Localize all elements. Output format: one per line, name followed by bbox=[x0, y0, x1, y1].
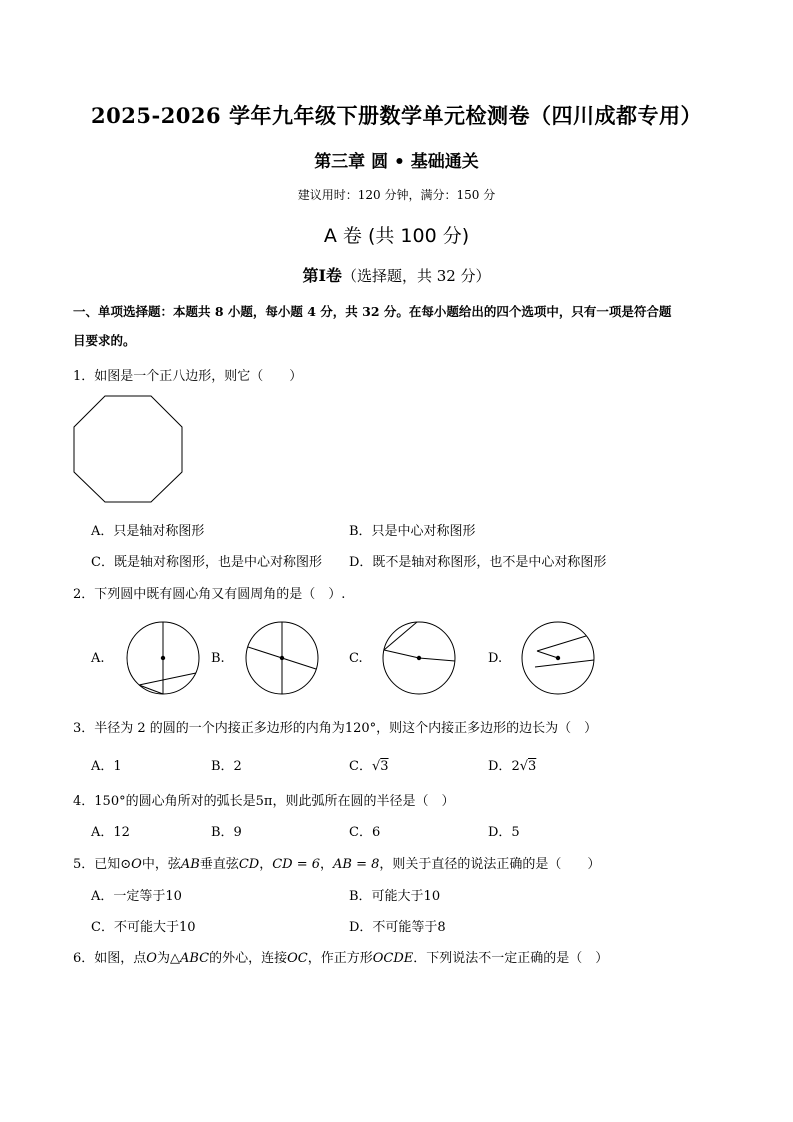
q6-tri: △ABC bbox=[169, 951, 210, 966]
q2-option-a[interactable]: A. bbox=[91, 651, 105, 666]
part-1-bold: 第Ⅰ卷 bbox=[302, 266, 342, 285]
q2-figure-c bbox=[381, 620, 457, 696]
q5-stem bbox=[73, 853, 600, 872]
q5-stem-c: 垂直弦 bbox=[199, 857, 239, 872]
q5-cd: CD bbox=[238, 857, 260, 872]
q1-octagon-figure bbox=[73, 395, 183, 503]
part-a-heading: A 卷 (共 100 分) bbox=[323, 225, 470, 247]
q3-option-c-label: C． bbox=[349, 759, 372, 774]
q4-stem bbox=[73, 790, 454, 809]
q5-option-d[interactable]: D．不可能等于8 bbox=[349, 920, 446, 935]
q5-ab-eq: AB = 8 bbox=[333, 857, 380, 872]
q5-sep2: ， bbox=[320, 857, 334, 872]
q2-figure-a bbox=[125, 620, 201, 696]
regular-octagon bbox=[74, 396, 182, 502]
q4-stem-a: 的圆心角所对的弧长是 bbox=[125, 794, 256, 809]
q3-stem-a: 3．半径为 2 的圆的一个内接正多边形的内角为 bbox=[73, 721, 345, 736]
q6-sq: OCDE bbox=[372, 951, 414, 966]
sqrt-icon: √ bbox=[519, 759, 529, 774]
q6-stem-c: 的外心，连接 bbox=[209, 951, 288, 966]
q5-cd-eq: CD = 6 bbox=[272, 857, 321, 872]
q4-num: 4． bbox=[73, 794, 95, 809]
q2-figure-d bbox=[520, 620, 596, 696]
q1-option-d[interactable]: D．既不是轴对称图形，也不是中心对称图形 bbox=[349, 555, 607, 570]
q3-option-d[interactable] bbox=[488, 755, 536, 774]
q3-option-b[interactable]: B．2 bbox=[211, 759, 242, 774]
q3-option-d-radicand: 3 bbox=[528, 759, 537, 774]
q4-arc: 5π bbox=[255, 794, 273, 809]
q2-figure-b bbox=[244, 620, 320, 696]
chapter-subtitle: 第三章 圆 • 基础通关 bbox=[314, 152, 479, 172]
sqrt-icon: √ bbox=[371, 759, 381, 774]
q6-stem-e: ．下列说法不一定正确的是（ ） bbox=[413, 951, 609, 966]
section-1-instructions-line2: 目要求的。 bbox=[73, 333, 136, 348]
q3-angle: 120° bbox=[344, 721, 377, 736]
q5-sep1: ， bbox=[259, 857, 273, 872]
q4-option-b[interactable]: B．9 bbox=[211, 825, 242, 840]
q6-stem-a: 6．如图，点 bbox=[73, 951, 147, 966]
q4-stem-b: ，则此弧所在圆的半径是（ ） bbox=[272, 794, 455, 809]
time-score-info: 建议用时：120 分钟，满分：150 分 bbox=[297, 188, 496, 202]
q5-option-c[interactable]: C．不可能大于10 bbox=[91, 920, 196, 935]
section-1-instructions-line1: 一、单项选择题：本题共 8 小题，每小题 4 分，共 32 分。在每小题给出的四个选项中，只有一项是符合题 bbox=[73, 304, 672, 319]
q3-option-a[interactable]: A．1 bbox=[91, 759, 122, 774]
q6-stem-b: 为 bbox=[156, 951, 170, 966]
page-title: 2025-2026 学年九年级下册数学单元检测卷（四川成都专用） bbox=[91, 103, 702, 128]
q2-option-c[interactable]: C. bbox=[349, 651, 363, 666]
q2-stem: 2．下列圆中既有圆心角又有圆周角的是（ ）. bbox=[73, 587, 346, 602]
q3-option-d-label: D． bbox=[488, 759, 512, 774]
q1-option-c[interactable]: C．既是轴对称图形，也是中心对称图形 bbox=[91, 555, 322, 570]
q5-stem-d: ，则关于直径的说法正确的是（ ） bbox=[379, 857, 601, 872]
q2-option-b[interactable]: B. bbox=[211, 651, 225, 666]
q6-oc: OC bbox=[287, 951, 308, 966]
q4-option-c[interactable]: C．6 bbox=[349, 825, 381, 840]
part-1-rest: （选择题，共 32 分） bbox=[341, 267, 491, 285]
q4-angle: 150° bbox=[94, 794, 126, 809]
q3-stem-b: ，则这个内接正多边形的边长为（ ） bbox=[376, 721, 598, 736]
q4-option-d[interactable]: D．5 bbox=[488, 825, 520, 840]
q6-o: O bbox=[146, 951, 157, 966]
q5-stem-b: 中，弦 bbox=[141, 857, 181, 872]
q1-option-a[interactable]: A．只是轴对称图形 bbox=[91, 524, 205, 539]
q3-option-d-coef: 2 bbox=[511, 759, 520, 774]
q3-stem bbox=[73, 717, 597, 736]
q4-option-a[interactable]: A．12 bbox=[91, 825, 130, 840]
q5-circle: ⊙O bbox=[120, 857, 142, 872]
q3-option-c-radicand: 3 bbox=[380, 759, 389, 774]
q6-stem bbox=[73, 947, 608, 966]
q3-option-c[interactable] bbox=[349, 755, 389, 774]
q5-stem-a: 5．已知 bbox=[73, 857, 121, 872]
q5-option-a[interactable]: A．一定等于10 bbox=[91, 889, 182, 904]
q5-option-b[interactable]: B．可能大于10 bbox=[349, 889, 441, 904]
q2-option-d[interactable]: D. bbox=[488, 651, 503, 666]
q1-stem: 1．如图是一个正八边形，则它（ ） bbox=[73, 369, 303, 384]
q5-ab: AB bbox=[180, 857, 200, 872]
q6-stem-d: ，作正方形 bbox=[307, 951, 373, 966]
part-1-heading bbox=[0, 263, 793, 286]
q1-option-b[interactable]: B．只是中心对称图形 bbox=[349, 524, 476, 539]
